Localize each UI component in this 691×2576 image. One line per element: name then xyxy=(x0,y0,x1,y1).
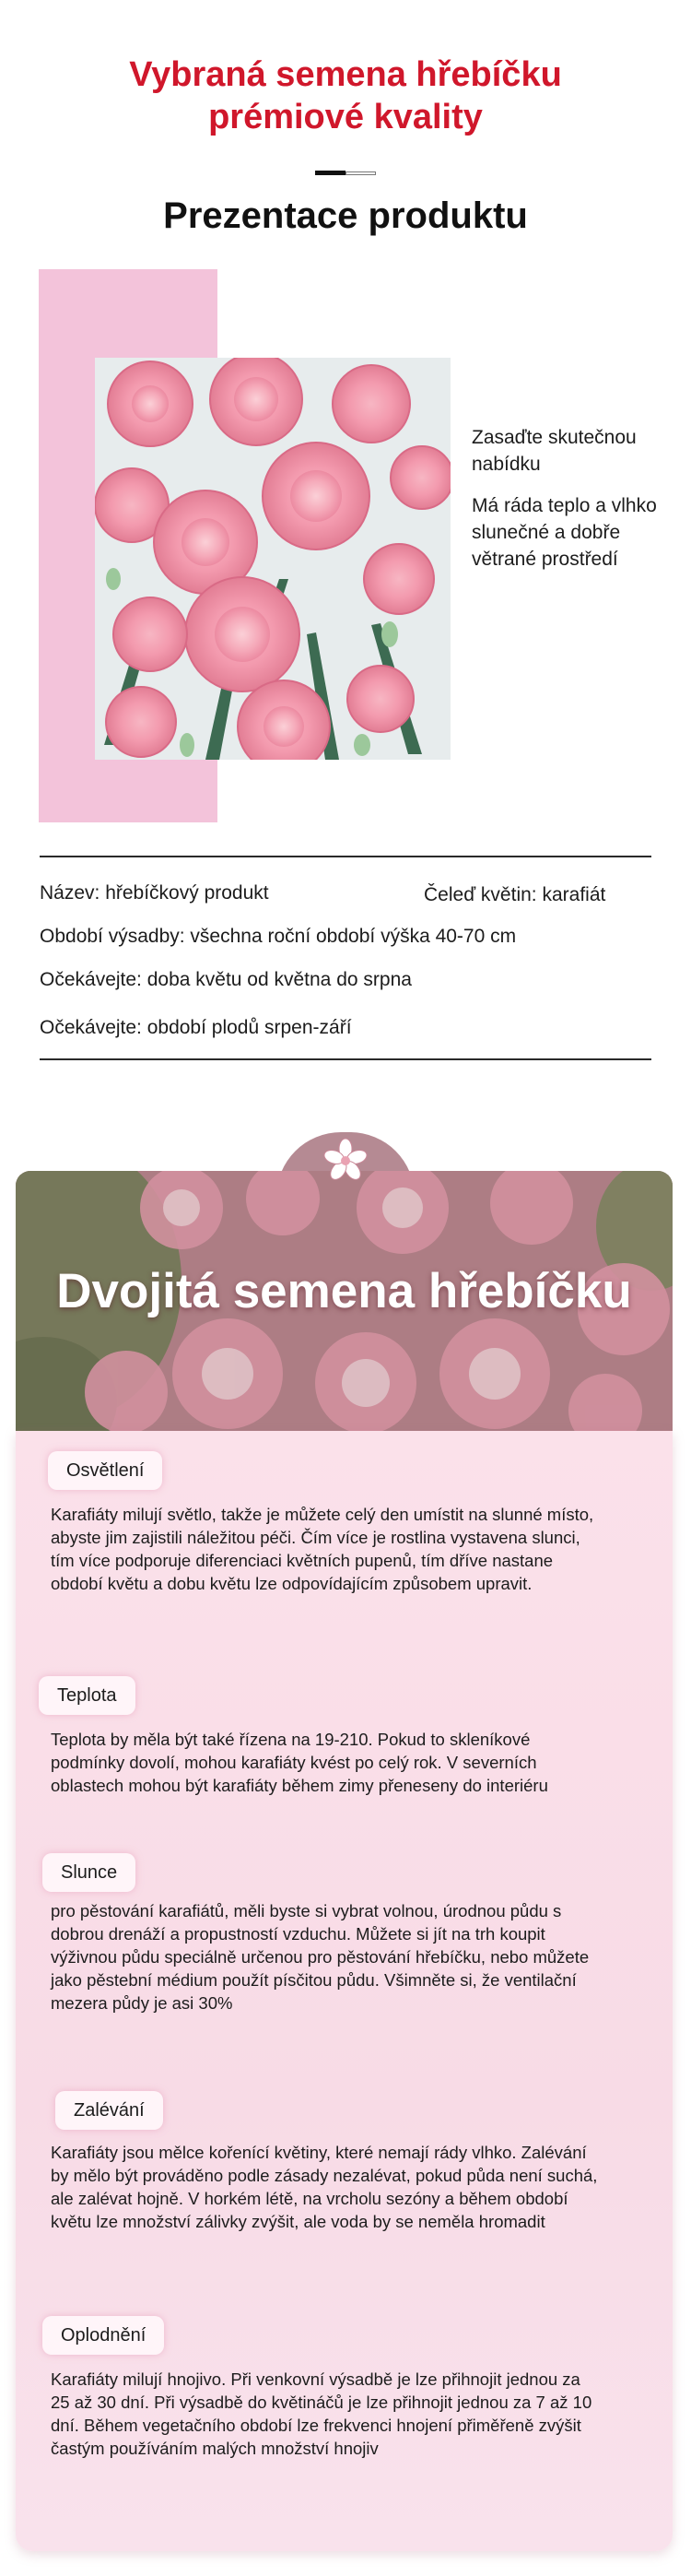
spec-family: Čeleď květin: karafiát xyxy=(424,884,606,905)
care-label-lighting: Osvětlení xyxy=(48,1451,162,1490)
headline-line-2: prémiové kvality xyxy=(208,98,483,136)
side-text-offer: Zasaďte skutečnou nabídku xyxy=(472,427,637,475)
flower-icon xyxy=(322,1138,369,1184)
section-title: Prezentace produktu xyxy=(163,195,528,236)
care-text-lighting: Karafiáty milují světlo, takže je můžete celý den umístit na slunné místo, abyste jim zajistili náležitou péči. Čím více je rostlina vystavena slunci, tím více podporuje diferenciaci květních pupenů, tím dříve nastane období květu a dobu květu lze odpovídajícím způsobem upravit. xyxy=(51,1505,594,1593)
care-label-fertilizing: Oplodnění xyxy=(42,2316,164,2355)
headline-line-1: Vybraná semena hřebíčku xyxy=(129,55,562,94)
banner-title: Dvojitá semena hřebíčku xyxy=(56,1264,632,1318)
spec-name: Název: hřebíčkový produkt xyxy=(40,882,269,904)
headline xyxy=(0,53,691,138)
care-label-temperature: Teplota xyxy=(39,1676,135,1715)
spec-fruiting: Očekávejte: období plodů srpen-září xyxy=(40,1017,352,1038)
product-side-text xyxy=(472,424,673,587)
divider-bottom xyxy=(40,1058,651,1060)
care-label-watering: Zalévání xyxy=(55,2091,163,2130)
care-text-sun: pro pěstování karafiátů, měli byste si vybrat volnou, úrodnou půdu s dobrou drenáží a propustností vzduchu. Můžete si jít na trh koupit výživnou půdu speciálně určenou pro pěstování hřebíčku, nebo můžete jako pěstební médium použít písčitou půdu. Všimněte si, že ventilační mezera půdy je asi 30% xyxy=(51,1901,590,2013)
side-text-environment: Má ráda teplo a vlhko slunečné a dobře větrané prostředí xyxy=(472,495,657,570)
care-text-fertilizing: Karafiáty milují hnojivo. Při venkovní výsadbě je lze přihnojit jednou za 25 až 30 dní. Při výsadbě do květináčů je lze přihnojit jednou za 7 až 10 dní. Během vegetačního období lze frekvenci hnojení přiměřeně zvýšit častým používáním malých množství hnojiv xyxy=(51,2369,592,2458)
care-text-temperature: Teplota by měla být také řízena na 19-210. Pokud to skleníkové podmínky dovolí, mohou karafiáty kvést po celý rok. V severních oblastech mohou být karafiáty během zimy přeneseny do interiéru xyxy=(51,1730,548,1795)
decorative-divider xyxy=(315,171,376,176)
divider-top xyxy=(40,856,651,857)
care-label-sun: Slunce xyxy=(42,1853,135,1892)
spec-sowing: Období výsadby: všechna roční období výška 40-70 cm xyxy=(40,926,517,947)
spec-flowering: Očekávejte: doba květu od května do srpna xyxy=(40,969,412,990)
care-text-watering: Karafiáty jsou mělce kořenící květiny, které nemají rády vlhko. Zalévání by mělo být prováděno podle zásady nezalévat, pokud půda není suchá, ale zalévat hojně. V horkém létě, na vrcholu sezóny a během období květu lze množství zálivky zvýšit, ale voda by se neměla hromadit xyxy=(51,2143,598,2231)
carnation-photo xyxy=(95,358,451,760)
